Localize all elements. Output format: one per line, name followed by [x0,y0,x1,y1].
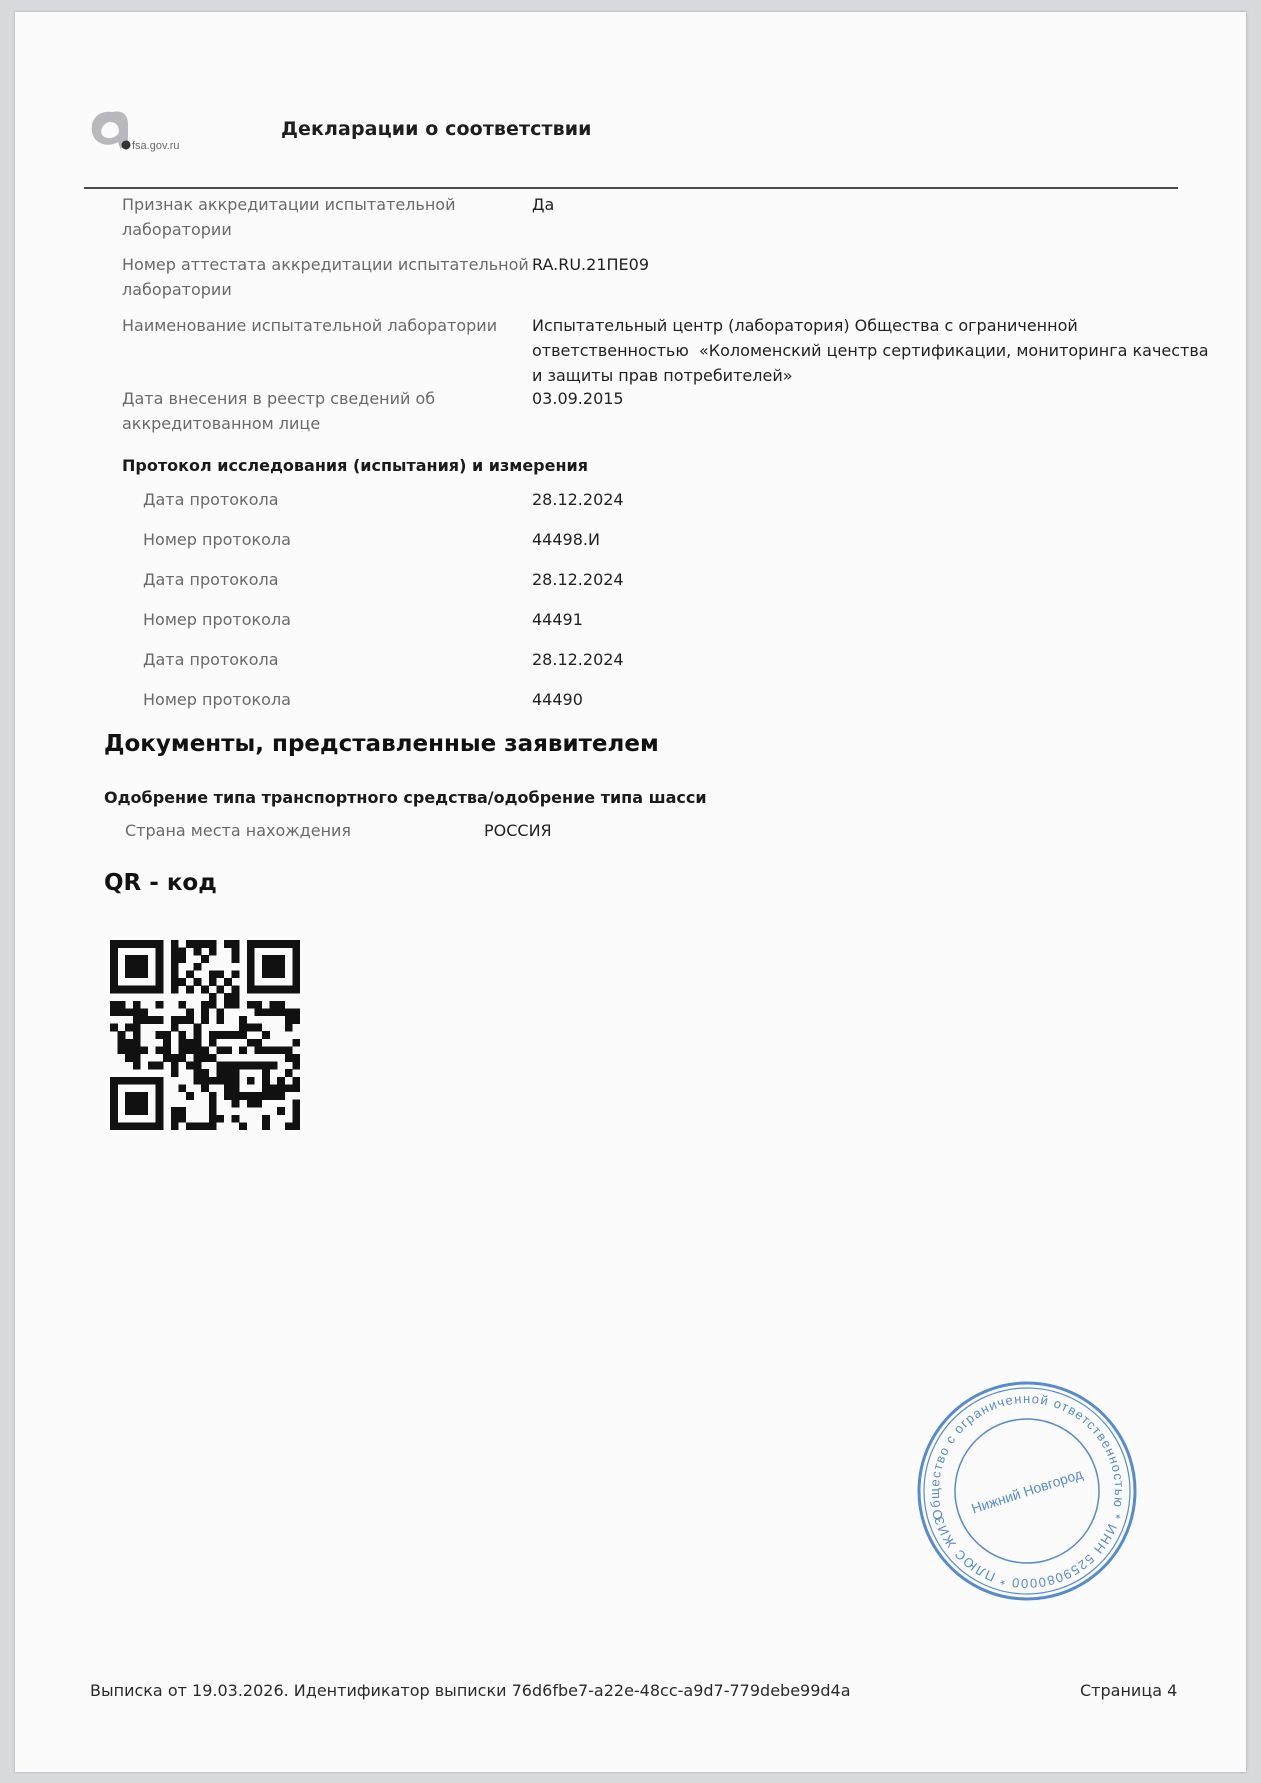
registry-date-label: Дата внесения в реестр сведений об аккредитованном лице [122,389,436,433]
fsa-logo-icon [84,102,229,164]
qr-code-icon [110,940,300,1130]
page-number: Страница 4 [1080,1681,1178,1700]
country-label: Страна места нахождения [125,821,352,840]
page-title: Декларации о соответствии [281,118,592,140]
qr-heading: QR - код [104,870,217,896]
protocol-value: 28.12.2024 [532,570,624,589]
protocol-value: 44490 [532,690,583,709]
protocol-value: 44491 [532,610,583,629]
registry-date-value: 03.09.2015 [532,389,624,408]
svg-text:Нижний Новгород: Нижний Новгород [969,1465,1085,1517]
protocol-value: 44498.И [532,530,600,549]
lab-accreditation-label: Признак аккредитации испытательной лаборатории [122,195,456,239]
protocol-label: Дата протокола [143,650,279,669]
protocol-label: Дата протокола [143,570,279,589]
lab-certificate-value: RA.RU.21ПЕ09 [532,255,649,274]
company-seal-icon [914,1378,1140,1604]
lab-name-value: Испытательный центр (лаборатория) Общества с ограниченной ответственностью «Коломенский центр сертификации, мониторинга качества и защиты прав потребителей» [532,316,1209,385]
documents-heading: Документы, представленные заявителем [104,731,659,757]
protocol-label: Номер протокола [143,690,291,709]
protocol-label: Дата протокола [143,490,279,509]
lab-accreditation-value: Да [532,195,555,214]
lab-certificate-label: Номер аттестата аккредитации испытательной лаборатории [122,255,529,299]
protocol-label: Номер протокола [143,530,291,549]
lab-name-label: Наименование испытательной лаборатории [122,316,498,335]
header-divider [84,187,1178,189]
protocol-value: 28.12.2024 [532,490,624,509]
svg-text:Общество с ограниченной ответс: Общество с ограниченной ответственностью * ИНН 5259080000 * ПЛЮС ЖИЗНЬ [926,1390,1128,1592]
country-value: РОССИЯ [484,821,552,840]
protocols-heading: Протокол исследования (испытания) и измерения [122,456,589,475]
protocol-value: 28.12.2024 [532,650,624,669]
extract-info: Выписка от 19.03.2026. Идентификатор выписки 76d6fbe7-a22e-48cc-a9d7-779debe99d4a [90,1681,851,1700]
protocol-label: Номер протокола [143,610,291,629]
logo-text: fsa.gov.ru [132,140,180,152]
documents-subheading: Одобрение типа транспортного средства/одобрение типа шасси [104,788,707,807]
